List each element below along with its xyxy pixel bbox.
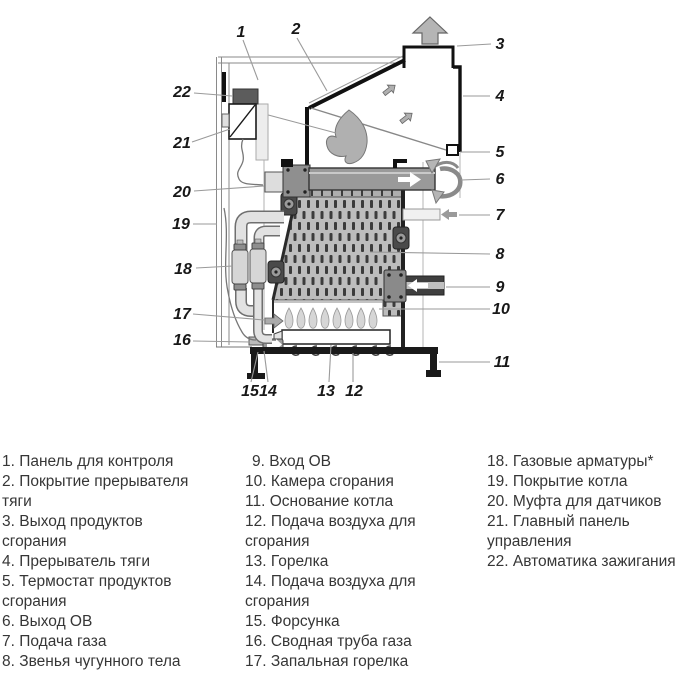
legend-item: 12. Подача воздуха для сгорания: [245, 513, 416, 550]
callout-6: 6: [495, 171, 505, 188]
pilot-burner: [265, 314, 283, 328]
legend-item: 17. Запальная горелка: [245, 653, 409, 670]
burner: [274, 330, 390, 344]
legend-item: 8. Звенья чугунного тела: [2, 653, 181, 670]
legend-column-1: [2, 452, 207, 672]
legend-item: 15. Форсунка: [245, 613, 340, 630]
legend-item: 6. Выход ОВ: [2, 613, 93, 630]
callout-18: 18: [174, 261, 192, 278]
gas-valves: [232, 239, 266, 290]
flue-thermostat-sensor: [447, 145, 458, 155]
legend-item: 5. Термостат продуктов сгорания: [2, 573, 172, 610]
legend-item: 1. Панель для контроля: [2, 453, 174, 470]
legend-item: 21. Главный панель управления: [487, 513, 630, 550]
legend-item: 18. Газовые арматуры*: [487, 453, 654, 470]
legend-item: 3. Выход продуктов сгорания: [2, 513, 143, 550]
legend-item: 9. Вход ОВ: [252, 453, 331, 470]
flue-arrow-icon: [413, 17, 447, 44]
callout-12: 12: [345, 383, 363, 400]
legend-item: 2. Покрытие прерывателя тяги: [2, 473, 189, 510]
callout-8: 8: [495, 246, 505, 263]
callout-10: 10: [492, 301, 510, 318]
legend-item: 16. Сводная труба газа: [245, 633, 412, 650]
callout-2: 2: [291, 21, 301, 38]
legend-column-2: [245, 452, 475, 672]
callout-9: 9: [495, 279, 505, 296]
callout-13: 13: [317, 383, 335, 400]
callout-11: 11: [493, 354, 511, 371]
callout-7: 7: [495, 207, 505, 224]
callout-16: 16: [173, 332, 191, 349]
callout-4: 4: [495, 88, 505, 105]
gas-supply-pipe: [403, 209, 457, 220]
legend-item: 13. Горелка: [245, 553, 329, 570]
casing-hinge: [222, 72, 226, 102]
callout-1: 1: [236, 24, 246, 41]
legend-item: 10. Камера сгорания: [245, 473, 394, 490]
thermostat-capillary: [257, 112, 336, 133]
legend-item: 20. Муфта для датчиков: [487, 493, 662, 510]
legend-item: 11. Основание котла: [245, 493, 394, 510]
callout-22: 22: [173, 84, 191, 101]
ignition-box: [233, 89, 258, 104]
callout-5: 5: [495, 144, 505, 161]
callout-15: 15: [241, 383, 259, 400]
callout-19: 19: [172, 216, 190, 233]
base-frame: [247, 347, 441, 379]
legend-item: 7. Подача газа: [2, 633, 107, 650]
water-return-pipe: [384, 270, 444, 302]
callout-17: 17: [173, 306, 191, 323]
callout-3: 3: [495, 36, 505, 53]
hood-flame-swirl: [326, 110, 367, 164]
legend-item: 4. Прерыватель тяги: [2, 553, 150, 570]
callout-21: 21: [173, 135, 191, 152]
legend-item: 22. Автоматика зажигания: [487, 553, 676, 570]
flue-gas-flow-arrows: [381, 81, 415, 125]
burner-flames: [285, 308, 377, 328]
legend-item: 14. Подача воздуха для сгорания: [245, 573, 416, 610]
callout-14: 14: [259, 383, 277, 400]
legend-column-3: [487, 452, 698, 572]
legend-item: 19. Покрытие котла: [487, 473, 628, 490]
callout-20: 20: [173, 184, 191, 201]
